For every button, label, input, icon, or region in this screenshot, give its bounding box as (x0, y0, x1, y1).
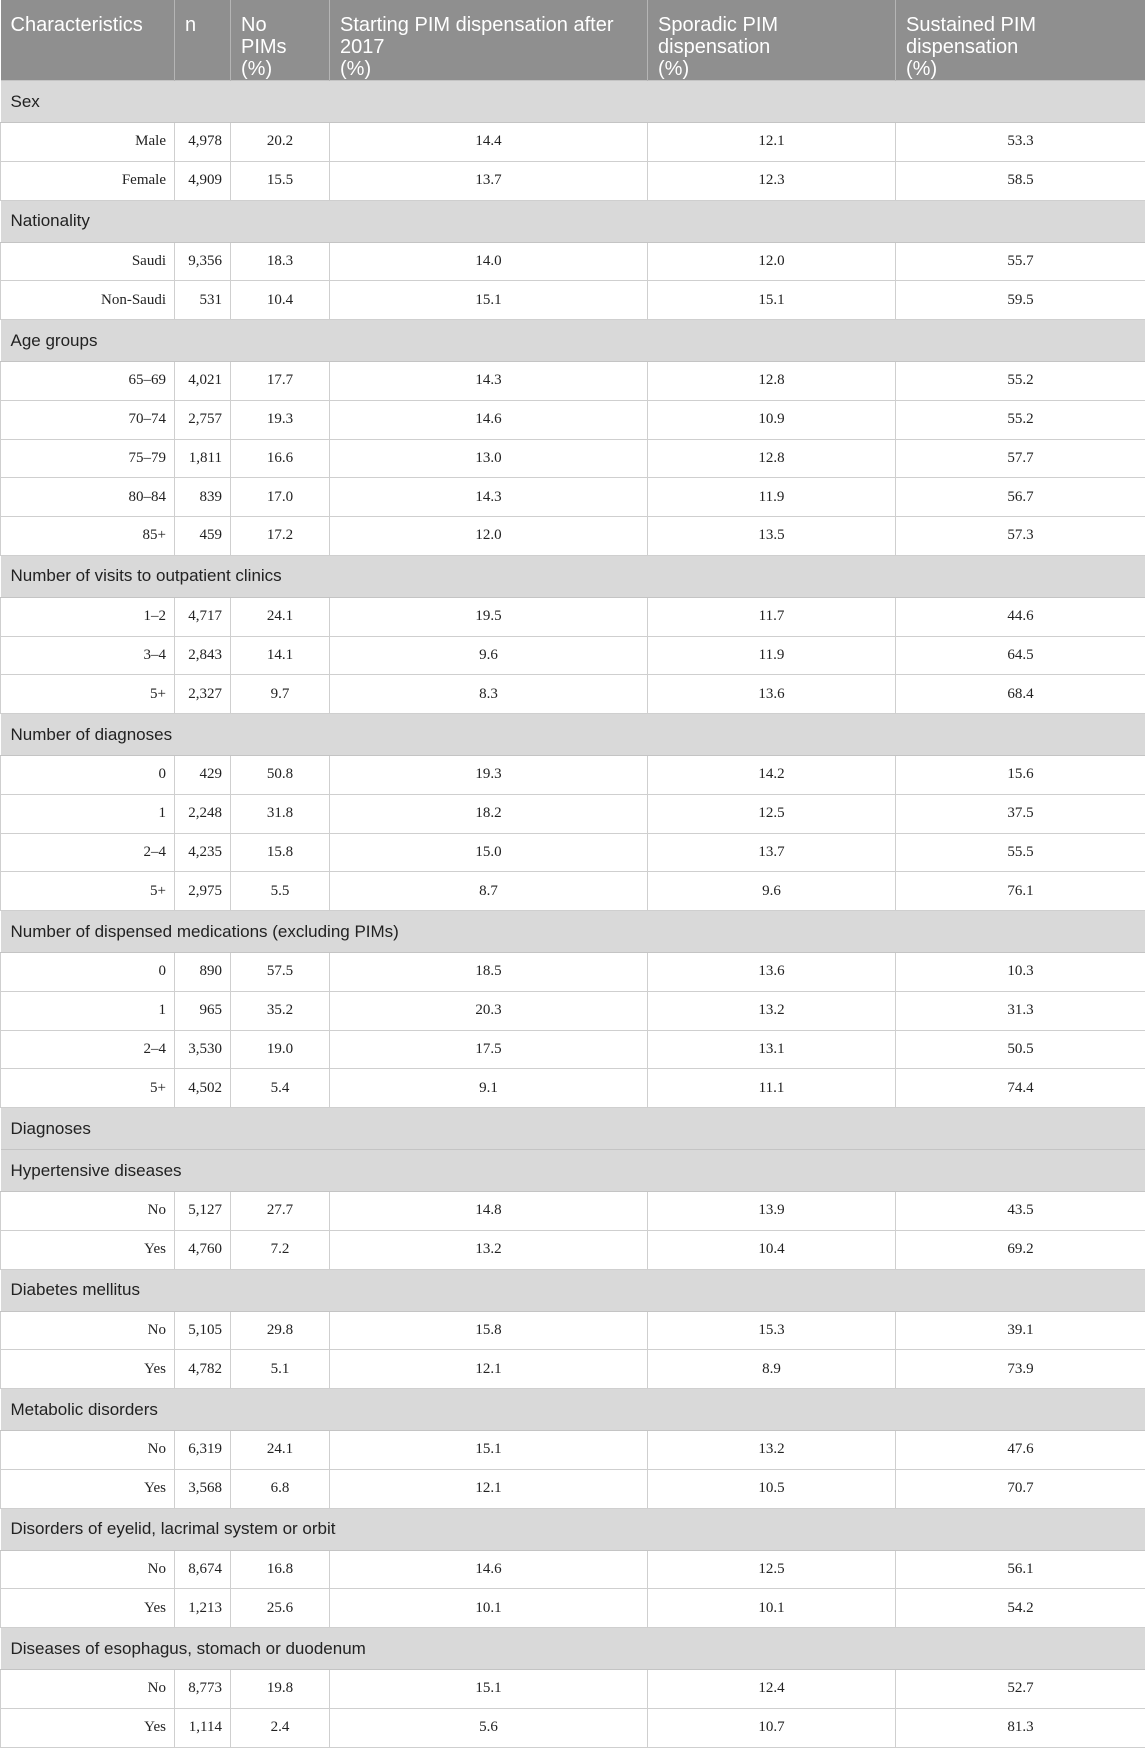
row-starting-pim: 13.2 (330, 1230, 648, 1269)
row-n: 5,127 (175, 1192, 231, 1231)
row-starting-pim: 9.6 (330, 636, 648, 675)
row-label: 5+ (1, 675, 175, 714)
row-label: 75–79 (1, 439, 175, 478)
header-sporadic-pim: Sporadic PIM dispensation (%) (648, 0, 896, 81)
table-row (1, 439, 1145, 478)
row-no-pims: 31.8 (231, 794, 330, 833)
row-label: 65–69 (1, 362, 175, 401)
row-no-pims: 5.1 (231, 1350, 330, 1389)
row-sustained-pim: 39.1 (896, 1311, 1145, 1350)
row-n: 4,235 (175, 833, 231, 872)
row-sustained-pim: 47.6 (896, 1431, 1145, 1470)
row-starting-pim: 14.8 (330, 1192, 648, 1231)
row-label: Saudi (1, 242, 175, 281)
row-label: Male (1, 123, 175, 162)
row-n: 4,909 (175, 161, 231, 200)
row-starting-pim: 14.4 (330, 123, 648, 162)
row-starting-pim: 15.1 (330, 281, 648, 320)
row-starting-pim: 10.1 (330, 1589, 648, 1628)
row-label: Yes (1, 1469, 175, 1508)
row-sustained-pim: 43.5 (896, 1192, 1145, 1231)
row-sporadic-pim: 12.5 (648, 1550, 896, 1589)
row-starting-pim: 12.1 (330, 1469, 648, 1508)
table-row (1, 1030, 1145, 1069)
row-no-pims: 19.0 (231, 1030, 330, 1069)
row-sporadic-pim: 12.1 (648, 123, 896, 162)
row-sustained-pim: 59.5 (896, 281, 1145, 320)
table-row (1, 636, 1145, 675)
section-header-row (1, 1508, 1145, 1550)
table-row (1, 517, 1145, 556)
section-header-row (1, 1108, 1145, 1150)
row-no-pims: 35.2 (231, 991, 330, 1030)
row-sporadic-pim: 15.3 (648, 1311, 896, 1350)
row-starting-pim: 13.0 (330, 439, 648, 478)
section-title: Hypertensive diseases (1, 1150, 1145, 1192)
row-starting-pim: 14.3 (330, 478, 648, 517)
table-row (1, 597, 1145, 636)
row-starting-pim: 14.3 (330, 362, 648, 401)
row-n: 4,782 (175, 1350, 231, 1389)
row-no-pims: 16.8 (231, 1550, 330, 1589)
table-row (1, 362, 1145, 401)
section-header-row (1, 1628, 1145, 1670)
row-sporadic-pim: 13.1 (648, 1030, 896, 1069)
row-n: 459 (175, 517, 231, 556)
section-title: Metabolic disorders (1, 1389, 1145, 1431)
row-no-pims: 15.8 (231, 833, 330, 872)
row-label: No (1, 1670, 175, 1709)
row-n: 9,356 (175, 242, 231, 281)
row-sustained-pim: 68.4 (896, 675, 1145, 714)
row-n: 3,568 (175, 1469, 231, 1508)
row-label: Yes (1, 1230, 175, 1269)
table-header (1, 0, 1145, 81)
row-n: 965 (175, 991, 231, 1030)
table-row (1, 1708, 1145, 1747)
row-starting-pim: 12.1 (330, 1350, 648, 1389)
section-header-row (1, 714, 1145, 756)
section-header-row (1, 320, 1145, 362)
row-sustained-pim: 56.1 (896, 1550, 1145, 1589)
row-sporadic-pim: 12.8 (648, 362, 896, 401)
row-no-pims: 2.4 (231, 1708, 330, 1747)
row-sporadic-pim: 11.1 (648, 1069, 896, 1108)
table-row (1, 281, 1145, 320)
table-row (1, 794, 1145, 833)
row-sustained-pim: 76.1 (896, 872, 1145, 911)
row-starting-pim: 15.0 (330, 833, 648, 872)
row-sporadic-pim: 12.8 (648, 439, 896, 478)
row-starting-pim: 5.6 (330, 1708, 648, 1747)
section-title: Diabetes mellitus (1, 1269, 1145, 1311)
row-n: 5,105 (175, 1311, 231, 1350)
table-row (1, 123, 1145, 162)
row-sustained-pim: 55.7 (896, 242, 1145, 281)
row-sustained-pim: 58.5 (896, 161, 1145, 200)
row-n: 4,502 (175, 1069, 231, 1108)
row-sporadic-pim: 14.2 (648, 756, 896, 795)
row-sporadic-pim: 13.6 (648, 953, 896, 992)
row-no-pims: 5.4 (231, 1069, 330, 1108)
table-row (1, 833, 1145, 872)
table-row (1, 991, 1145, 1030)
row-sustained-pim: 10.3 (896, 953, 1145, 992)
row-no-pims: 25.6 (231, 1589, 330, 1628)
row-sustained-pim: 57.3 (896, 517, 1145, 556)
row-sporadic-pim: 13.2 (648, 1431, 896, 1470)
table-row (1, 1670, 1145, 1709)
row-no-pims: 10.4 (231, 281, 330, 320)
row-label: Yes (1, 1589, 175, 1628)
table-row (1, 1069, 1145, 1108)
table-row (1, 1589, 1145, 1628)
table-row (1, 1431, 1145, 1470)
row-n: 3,530 (175, 1030, 231, 1069)
row-label: 0 (1, 756, 175, 795)
row-sustained-pim: 57.7 (896, 439, 1145, 478)
section-header-row (1, 911, 1145, 953)
row-sustained-pim: 52.7 (896, 1670, 1145, 1709)
section-header-row (1, 1150, 1145, 1192)
row-sporadic-pim: 13.2 (648, 991, 896, 1030)
row-sporadic-pim: 8.9 (648, 1350, 896, 1389)
row-label: 3–4 (1, 636, 175, 675)
row-n: 4,978 (175, 123, 231, 162)
row-n: 8,773 (175, 1670, 231, 1709)
row-no-pims: 50.8 (231, 756, 330, 795)
header-characteristics: Characteristics (1, 0, 175, 81)
row-label: No (1, 1311, 175, 1350)
row-sporadic-pim: 13.7 (648, 833, 896, 872)
row-label: 70–74 (1, 400, 175, 439)
table-row (1, 161, 1145, 200)
row-label: 1 (1, 794, 175, 833)
row-sporadic-pim: 13.5 (648, 517, 896, 556)
row-sporadic-pim: 13.6 (648, 675, 896, 714)
row-no-pims: 7.2 (231, 1230, 330, 1269)
row-starting-pim: 15.1 (330, 1431, 648, 1470)
row-label: No (1, 1431, 175, 1470)
row-n: 2,757 (175, 400, 231, 439)
row-label: 2–4 (1, 1030, 175, 1069)
row-no-pims: 57.5 (231, 953, 330, 992)
row-n: 2,327 (175, 675, 231, 714)
section-title: Diseases of esophagus, stomach or duodenum (1, 1628, 1145, 1670)
section-header-row (1, 555, 1145, 597)
header-starting-pim: Starting PIM dispensation after 2017 (%) (330, 0, 648, 81)
row-label: 5+ (1, 1069, 175, 1108)
section-header-row (1, 1269, 1145, 1311)
row-no-pims: 24.1 (231, 597, 330, 636)
row-label: 0 (1, 953, 175, 992)
row-label: Female (1, 161, 175, 200)
row-no-pims: 16.6 (231, 439, 330, 478)
section-title: Sex (1, 81, 1145, 123)
row-n: 8,674 (175, 1550, 231, 1589)
row-sustained-pim: 15.6 (896, 756, 1145, 795)
row-starting-pim: 13.7 (330, 161, 648, 200)
row-starting-pim: 14.6 (330, 1550, 648, 1589)
section-header-row (1, 200, 1145, 242)
row-sustained-pim: 50.5 (896, 1030, 1145, 1069)
row-n: 4,717 (175, 597, 231, 636)
row-label: Yes (1, 1350, 175, 1389)
row-sporadic-pim: 10.9 (648, 400, 896, 439)
row-starting-pim: 20.3 (330, 991, 648, 1030)
row-sustained-pim: 56.7 (896, 478, 1145, 517)
row-sporadic-pim: 10.7 (648, 1708, 896, 1747)
section-title: Number of visits to outpatient clinics (1, 555, 1145, 597)
row-no-pims: 17.7 (231, 362, 330, 401)
row-sporadic-pim: 11.7 (648, 597, 896, 636)
row-starting-pim: 12.0 (330, 517, 648, 556)
table-row (1, 675, 1145, 714)
row-sustained-pim: 55.5 (896, 833, 1145, 872)
table-row (1, 242, 1145, 281)
row-starting-pim: 19.5 (330, 597, 648, 636)
row-label: 85+ (1, 517, 175, 556)
row-sporadic-pim: 12.3 (648, 161, 896, 200)
row-no-pims: 19.8 (231, 1670, 330, 1709)
row-label: 1 (1, 991, 175, 1030)
row-sustained-pim: 74.4 (896, 1069, 1145, 1108)
row-no-pims: 18.3 (231, 242, 330, 281)
table-row (1, 400, 1145, 439)
row-no-pims: 17.0 (231, 478, 330, 517)
row-no-pims: 20.2 (231, 123, 330, 162)
row-starting-pim: 9.1 (330, 1069, 648, 1108)
header-n: n (175, 0, 231, 81)
row-sustained-pim: 64.5 (896, 636, 1145, 675)
table-row (1, 756, 1145, 795)
row-sporadic-pim: 9.6 (648, 872, 896, 911)
row-n: 2,248 (175, 794, 231, 833)
row-no-pims: 9.7 (231, 675, 330, 714)
row-starting-pim: 14.0 (330, 242, 648, 281)
row-sustained-pim: 31.3 (896, 991, 1145, 1030)
row-sporadic-pim: 13.9 (648, 1192, 896, 1231)
row-starting-pim: 15.8 (330, 1311, 648, 1350)
row-sustained-pim: 55.2 (896, 362, 1145, 401)
row-label: Yes (1, 1708, 175, 1747)
table-row (1, 872, 1145, 911)
row-n: 531 (175, 281, 231, 320)
row-no-pims: 14.1 (231, 636, 330, 675)
section-title: Nationality (1, 200, 1145, 242)
header-row (1, 0, 1145, 81)
row-sustained-pim: 70.7 (896, 1469, 1145, 1508)
row-starting-pim: 14.6 (330, 400, 648, 439)
row-no-pims: 27.7 (231, 1192, 330, 1231)
row-starting-pim: 15.1 (330, 1670, 648, 1709)
row-n: 4,760 (175, 1230, 231, 1269)
row-n: 890 (175, 953, 231, 992)
row-sporadic-pim: 12.5 (648, 794, 896, 833)
row-n: 429 (175, 756, 231, 795)
row-starting-pim: 19.3 (330, 756, 648, 795)
table-row (1, 1350, 1145, 1389)
row-sustained-pim: 69.2 (896, 1230, 1145, 1269)
row-sporadic-pim: 11.9 (648, 478, 896, 517)
row-sustained-pim: 44.6 (896, 597, 1145, 636)
section-title: Number of diagnoses (1, 714, 1145, 756)
section-title: Diagnoses (1, 1108, 1145, 1150)
row-sporadic-pim: 15.1 (648, 281, 896, 320)
row-n: 1,114 (175, 1708, 231, 1747)
row-label: 2–4 (1, 833, 175, 872)
row-sporadic-pim: 10.4 (648, 1230, 896, 1269)
table-row (1, 1550, 1145, 1589)
row-sustained-pim: 81.3 (896, 1708, 1145, 1747)
row-n: 2,843 (175, 636, 231, 675)
table-row (1, 1469, 1145, 1508)
table-row (1, 1311, 1145, 1350)
row-n: 2,975 (175, 872, 231, 911)
table-row (1, 1230, 1145, 1269)
row-sporadic-pim: 11.9 (648, 636, 896, 675)
row-label: No (1, 1550, 175, 1589)
row-n: 6,319 (175, 1431, 231, 1470)
row-no-pims: 24.1 (231, 1431, 330, 1470)
row-sustained-pim: 55.2 (896, 400, 1145, 439)
row-sporadic-pim: 10.1 (648, 1589, 896, 1628)
section-title: Number of dispensed medications (excluding PIMs) (1, 911, 1145, 953)
row-label: Non-Saudi (1, 281, 175, 320)
row-label: 1–2 (1, 597, 175, 636)
row-n: 839 (175, 478, 231, 517)
row-n: 1,811 (175, 439, 231, 478)
section-header-row (1, 81, 1145, 123)
row-label: 80–84 (1, 478, 175, 517)
row-n: 1,213 (175, 1589, 231, 1628)
row-starting-pim: 8.7 (330, 872, 648, 911)
row-no-pims: 17.2 (231, 517, 330, 556)
header-no-pims: No PIMs (%) (231, 0, 330, 81)
row-label: 5+ (1, 872, 175, 911)
row-n: 4,021 (175, 362, 231, 401)
row-sporadic-pim: 10.5 (648, 1469, 896, 1508)
row-sustained-pim: 73.9 (896, 1350, 1145, 1389)
row-sustained-pim: 37.5 (896, 794, 1145, 833)
row-starting-pim: 17.5 (330, 1030, 648, 1069)
row-sporadic-pim: 12.0 (648, 242, 896, 281)
row-label: No (1, 1192, 175, 1231)
row-sustained-pim: 53.3 (896, 123, 1145, 162)
row-no-pims: 15.5 (231, 161, 330, 200)
table-row (1, 953, 1145, 992)
section-title: Disorders of eyelid, lacrimal system or orbit (1, 1508, 1145, 1550)
row-no-pims: 6.8 (231, 1469, 330, 1508)
section-title: Age groups (1, 320, 1145, 362)
row-sporadic-pim: 12.4 (648, 1670, 896, 1709)
table-row (1, 1192, 1145, 1231)
row-no-pims: 5.5 (231, 872, 330, 911)
row-no-pims: 19.3 (231, 400, 330, 439)
row-starting-pim: 8.3 (330, 675, 648, 714)
row-sustained-pim: 54.2 (896, 1589, 1145, 1628)
section-header-row (1, 1389, 1145, 1431)
header-sustained-pim: Sustained PIM dispensation (%) (896, 0, 1145, 81)
row-starting-pim: 18.2 (330, 794, 648, 833)
table-body (1, 81, 1145, 1748)
row-no-pims: 29.8 (231, 1311, 330, 1350)
row-starting-pim: 18.5 (330, 953, 648, 992)
table-row (1, 478, 1145, 517)
